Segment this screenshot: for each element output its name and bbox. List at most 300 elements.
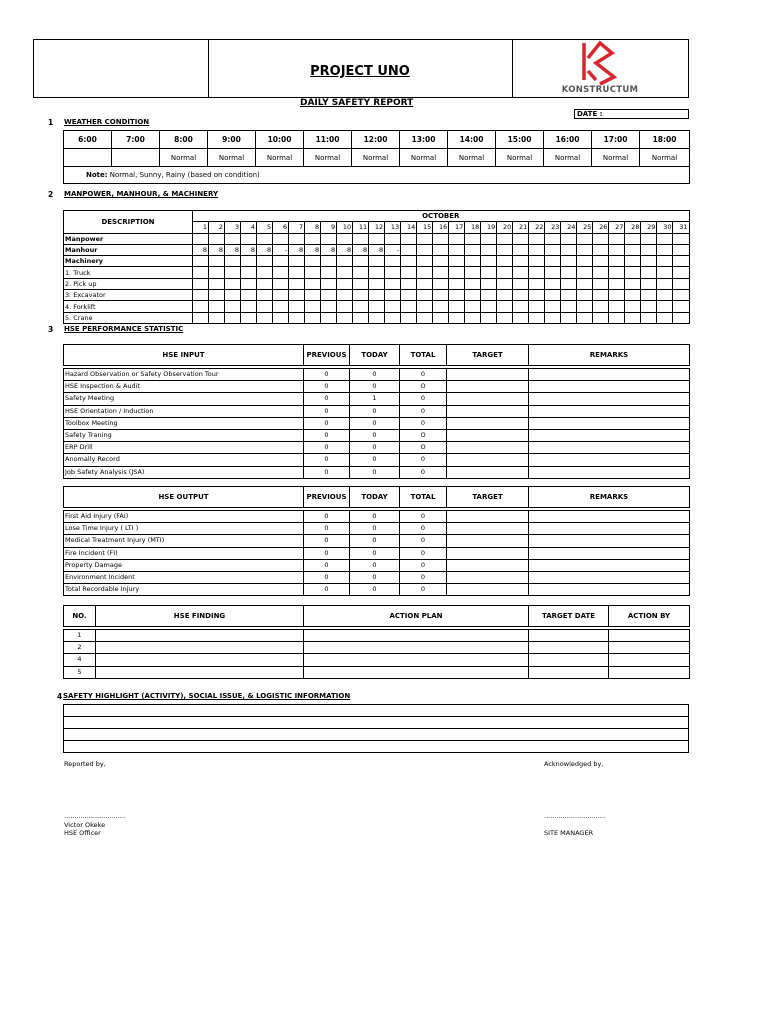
day-value-cell[interactable] [545, 267, 561, 278]
day-value-cell[interactable] [289, 256, 305, 267]
day-value-cell[interactable] [289, 301, 305, 312]
weather-condition-cell[interactable]: Normal [400, 149, 448, 167]
day-value-cell[interactable] [353, 278, 369, 289]
day-value-cell[interactable] [625, 233, 641, 244]
day-value-cell[interactable] [673, 301, 689, 312]
day-value-cell[interactable] [417, 301, 433, 312]
value-cell[interactable] [304, 630, 529, 642]
value-cell[interactable]: 0 [400, 405, 447, 417]
day-value-cell[interactable] [657, 301, 673, 312]
day-value-cell[interactable] [545, 290, 561, 301]
date-field[interactable] [574, 109, 689, 119]
value-cell[interactable] [304, 666, 529, 678]
day-value-cell[interactable] [465, 290, 481, 301]
weather-condition-cell[interactable]: Normal [640, 149, 690, 167]
day-value-cell[interactable] [465, 278, 481, 289]
day-value-cell[interactable] [241, 290, 257, 301]
value-cell[interactable] [447, 429, 529, 441]
day-value-cell[interactable] [593, 256, 609, 267]
day-value-cell[interactable] [593, 267, 609, 278]
day-value-cell[interactable] [209, 233, 225, 244]
day-value-cell[interactable] [337, 301, 353, 312]
value-cell[interactable]: 0 [350, 511, 400, 523]
day-value-cell[interactable] [593, 278, 609, 289]
day-value-cell[interactable] [513, 278, 529, 289]
day-value-cell[interactable] [305, 233, 321, 244]
day-value-cell[interactable] [433, 312, 449, 323]
day-value-cell[interactable] [273, 290, 289, 301]
day-value-cell[interactable] [193, 256, 209, 267]
day-value-cell[interactable] [433, 290, 449, 301]
day-value-cell[interactable]: 8 [321, 244, 337, 255]
value-cell[interactable]: 0 [400, 547, 447, 559]
day-value-cell[interactable] [609, 244, 625, 255]
day-value-cell[interactable] [513, 290, 529, 301]
day-value-cell[interactable] [353, 301, 369, 312]
highlight-cell[interactable] [64, 717, 689, 729]
day-value-cell[interactable] [577, 256, 593, 267]
day-value-cell[interactable] [449, 244, 465, 255]
day-value-cell[interactable] [225, 312, 241, 323]
day-value-cell[interactable] [545, 256, 561, 267]
day-value-cell[interactable] [657, 267, 673, 278]
day-value-cell[interactable] [593, 233, 609, 244]
value-cell[interactable]: 0 [350, 523, 400, 535]
day-value-cell[interactable] [481, 267, 497, 278]
day-value-cell[interactable] [321, 301, 337, 312]
day-value-cell[interactable] [353, 233, 369, 244]
day-value-cell[interactable] [385, 312, 401, 323]
day-value-cell[interactable] [641, 301, 657, 312]
value-cell[interactable]: 0 [304, 369, 350, 381]
day-value-cell[interactable] [417, 290, 433, 301]
day-value-cell[interactable] [497, 290, 513, 301]
day-value-cell[interactable] [465, 301, 481, 312]
day-value-cell[interactable] [609, 290, 625, 301]
day-value-cell[interactable] [481, 290, 497, 301]
day-value-cell[interactable] [401, 267, 417, 278]
day-value-cell[interactable] [561, 244, 577, 255]
day-value-cell[interactable] [321, 233, 337, 244]
day-value-cell[interactable] [337, 256, 353, 267]
day-value-cell[interactable] [545, 312, 561, 323]
value-cell[interactable] [529, 405, 690, 417]
day-value-cell[interactable]: 8 [225, 244, 241, 255]
weather-condition-cell[interactable]: Normal [544, 149, 592, 167]
value-cell[interactable]: 0 [350, 405, 400, 417]
value-cell[interactable] [96, 654, 304, 666]
value-cell[interactable] [529, 571, 690, 583]
value-cell[interactable] [529, 454, 690, 466]
day-value-cell[interactable] [465, 256, 481, 267]
day-value-cell[interactable] [401, 278, 417, 289]
day-value-cell[interactable] [481, 301, 497, 312]
day-value-cell[interactable] [353, 256, 369, 267]
value-cell[interactable]: 0 [304, 584, 350, 596]
day-value-cell[interactable] [337, 312, 353, 323]
day-value-cell[interactable] [209, 312, 225, 323]
day-value-cell[interactable] [385, 301, 401, 312]
value-cell[interactable] [529, 559, 690, 571]
day-value-cell[interactable] [577, 312, 593, 323]
weather-condition-cell[interactable]: Normal [352, 149, 400, 167]
day-value-cell[interactable] [289, 290, 305, 301]
day-value-cell[interactable] [465, 244, 481, 255]
day-value-cell[interactable]: 8 [257, 244, 273, 255]
day-value-cell[interactable] [225, 301, 241, 312]
day-value-cell[interactable] [513, 312, 529, 323]
day-value-cell[interactable] [289, 312, 305, 323]
day-value-cell[interactable] [673, 267, 689, 278]
day-value-cell[interactable]: 8 [305, 244, 321, 255]
weather-condition-cell[interactable] [64, 149, 112, 167]
day-value-cell[interactable] [513, 301, 529, 312]
value-cell[interactable] [609, 630, 690, 642]
day-value-cell[interactable] [465, 312, 481, 323]
value-cell[interactable]: O [400, 429, 447, 441]
day-value-cell[interactable] [337, 290, 353, 301]
day-value-cell[interactable] [273, 233, 289, 244]
day-value-cell[interactable] [641, 312, 657, 323]
day-value-cell[interactable] [193, 267, 209, 278]
day-value-cell[interactable] [257, 290, 273, 301]
value-cell[interactable]: 0 [400, 511, 447, 523]
day-value-cell[interactable] [641, 256, 657, 267]
value-cell[interactable] [529, 393, 690, 405]
day-value-cell[interactable] [497, 244, 513, 255]
day-value-cell[interactable] [209, 278, 225, 289]
value-cell[interactable] [447, 547, 529, 559]
weather-condition-cell[interactable]: Normal [160, 149, 208, 167]
day-value-cell[interactable] [529, 301, 545, 312]
day-value-cell[interactable] [609, 233, 625, 244]
day-value-cell[interactable] [433, 301, 449, 312]
value-cell[interactable] [529, 417, 690, 429]
day-value-cell[interactable] [641, 244, 657, 255]
day-value-cell[interactable] [497, 312, 513, 323]
day-value-cell[interactable] [417, 244, 433, 255]
day-value-cell[interactable] [657, 290, 673, 301]
day-value-cell[interactable] [609, 256, 625, 267]
value-cell[interactable]: O [400, 381, 447, 393]
day-value-cell[interactable] [577, 267, 593, 278]
day-value-cell[interactable] [241, 278, 257, 289]
day-value-cell[interactable] [289, 233, 305, 244]
day-value-cell[interactable] [225, 267, 241, 278]
day-value-cell[interactable] [193, 301, 209, 312]
value-cell[interactable]: 0 [400, 584, 447, 596]
day-value-cell[interactable] [401, 312, 417, 323]
day-value-cell[interactable] [513, 233, 529, 244]
day-value-cell[interactable]: 8 [369, 244, 385, 255]
day-value-cell[interactable] [465, 233, 481, 244]
day-value-cell[interactable] [481, 312, 497, 323]
day-value-cell[interactable] [433, 256, 449, 267]
day-value-cell[interactable] [353, 290, 369, 301]
day-value-cell[interactable] [401, 290, 417, 301]
value-cell[interactable] [529, 429, 690, 441]
day-value-cell[interactable] [433, 267, 449, 278]
weather-condition-cell[interactable]: Normal [448, 149, 496, 167]
day-value-cell[interactable] [673, 233, 689, 244]
day-value-cell[interactable] [385, 290, 401, 301]
value-cell[interactable] [529, 642, 609, 654]
value-cell[interactable]: 0 [350, 442, 400, 454]
value-cell[interactable]: 0 [400, 393, 447, 405]
value-cell[interactable] [529, 466, 690, 478]
day-value-cell[interactable] [369, 233, 385, 244]
value-cell[interactable]: 0 [304, 571, 350, 583]
day-value-cell[interactable] [561, 256, 577, 267]
value-cell[interactable] [96, 642, 304, 654]
day-value-cell[interactable] [577, 301, 593, 312]
day-value-cell[interactable] [657, 278, 673, 289]
day-value-cell[interactable] [369, 267, 385, 278]
value-cell[interactable] [529, 381, 690, 393]
day-value-cell[interactable] [337, 267, 353, 278]
day-value-cell[interactable] [529, 233, 545, 244]
day-value-cell[interactable] [529, 290, 545, 301]
day-value-cell[interactable] [545, 301, 561, 312]
day-value-cell[interactable] [417, 256, 433, 267]
day-value-cell[interactable] [401, 256, 417, 267]
value-cell[interactable]: 1 [350, 393, 400, 405]
value-cell[interactable] [529, 511, 690, 523]
value-cell[interactable] [529, 535, 690, 547]
day-value-cell[interactable] [385, 233, 401, 244]
day-value-cell[interactable] [433, 233, 449, 244]
day-value-cell[interactable] [513, 244, 529, 255]
day-value-cell[interactable] [577, 278, 593, 289]
day-value-cell[interactable] [529, 267, 545, 278]
day-value-cell[interactable] [417, 278, 433, 289]
day-value-cell[interactable] [561, 267, 577, 278]
day-value-cell[interactable] [257, 256, 273, 267]
day-value-cell[interactable] [609, 278, 625, 289]
weather-condition-cell[interactable]: Normal [208, 149, 256, 167]
day-value-cell[interactable] [385, 267, 401, 278]
value-cell[interactable]: 0 [304, 381, 350, 393]
day-value-cell[interactable] [593, 290, 609, 301]
day-value-cell[interactable] [497, 267, 513, 278]
day-value-cell[interactable] [289, 278, 305, 289]
day-value-cell[interactable] [561, 233, 577, 244]
value-cell[interactable] [447, 535, 529, 547]
day-value-cell[interactable] [417, 312, 433, 323]
day-value-cell[interactable] [433, 244, 449, 255]
day-value-cell[interactable] [241, 256, 257, 267]
day-value-cell[interactable] [369, 256, 385, 267]
value-cell[interactable] [529, 654, 609, 666]
day-value-cell[interactable] [305, 256, 321, 267]
day-value-cell[interactable] [513, 256, 529, 267]
day-value-cell[interactable]: 8 [193, 244, 209, 255]
day-value-cell[interactable] [529, 256, 545, 267]
day-value-cell[interactable] [577, 244, 593, 255]
day-value-cell[interactable] [673, 312, 689, 323]
day-value-cell[interactable] [449, 267, 465, 278]
day-value-cell[interactable] [449, 233, 465, 244]
day-value-cell[interactable] [305, 301, 321, 312]
day-value-cell[interactable] [657, 233, 673, 244]
day-value-cell[interactable] [481, 233, 497, 244]
value-cell[interactable] [609, 654, 690, 666]
day-value-cell[interactable]: 8 [337, 244, 353, 255]
day-value-cell[interactable] [193, 233, 209, 244]
value-cell[interactable] [529, 630, 609, 642]
day-value-cell[interactable] [593, 312, 609, 323]
day-value-cell[interactable] [225, 278, 241, 289]
day-value-cell[interactable] [625, 244, 641, 255]
value-cell[interactable]: 0 [350, 417, 400, 429]
value-cell[interactable]: 0 [350, 381, 400, 393]
day-value-cell[interactable] [673, 278, 689, 289]
day-value-cell[interactable] [625, 312, 641, 323]
day-value-cell[interactable] [193, 290, 209, 301]
day-value-cell[interactable] [545, 278, 561, 289]
value-cell[interactable]: 0 [350, 454, 400, 466]
highlight-cell[interactable] [64, 741, 689, 753]
value-cell[interactable] [529, 369, 690, 381]
day-value-cell[interactable] [257, 312, 273, 323]
day-value-cell[interactable] [273, 301, 289, 312]
value-cell[interactable]: 0 [350, 571, 400, 583]
value-cell[interactable]: 0 [304, 559, 350, 571]
day-value-cell[interactable] [305, 267, 321, 278]
value-cell[interactable] [447, 369, 529, 381]
day-value-cell[interactable] [673, 290, 689, 301]
day-value-cell[interactable] [241, 267, 257, 278]
value-cell[interactable] [529, 666, 609, 678]
value-cell[interactable] [529, 523, 690, 535]
value-cell[interactable]: 0 [350, 584, 400, 596]
day-value-cell[interactable] [209, 290, 225, 301]
day-value-cell[interactable] [369, 312, 385, 323]
day-value-cell[interactable] [561, 312, 577, 323]
day-value-cell[interactable] [577, 290, 593, 301]
day-value-cell[interactable] [609, 312, 625, 323]
day-value-cell[interactable] [641, 278, 657, 289]
day-value-cell[interactable] [289, 267, 305, 278]
day-value-cell[interactable] [593, 301, 609, 312]
day-value-cell[interactable] [673, 244, 689, 255]
day-value-cell[interactable] [481, 256, 497, 267]
day-value-cell[interactable] [353, 267, 369, 278]
day-value-cell[interactable] [257, 278, 273, 289]
value-cell[interactable]: 0 [350, 369, 400, 381]
value-cell[interactable] [609, 666, 690, 678]
day-value-cell[interactable] [321, 267, 337, 278]
value-cell[interactable]: 0 [400, 559, 447, 571]
day-value-cell[interactable] [497, 278, 513, 289]
day-value-cell[interactable] [625, 278, 641, 289]
day-value-cell[interactable] [369, 278, 385, 289]
day-value-cell[interactable] [657, 244, 673, 255]
day-value-cell[interactable] [321, 278, 337, 289]
day-value-cell[interactable] [449, 278, 465, 289]
day-value-cell[interactable]: 8 [209, 244, 225, 255]
value-cell[interactable]: 0 [304, 442, 350, 454]
day-value-cell[interactable] [385, 278, 401, 289]
value-cell[interactable]: 0 [304, 454, 350, 466]
value-cell[interactable] [529, 442, 690, 454]
value-cell[interactable]: 0 [400, 523, 447, 535]
day-value-cell[interactable] [369, 290, 385, 301]
day-value-cell[interactable] [465, 267, 481, 278]
value-cell[interactable] [529, 547, 690, 559]
value-cell[interactable]: 0 [304, 466, 350, 478]
day-value-cell[interactable] [577, 233, 593, 244]
day-value-cell[interactable] [641, 233, 657, 244]
day-value-cell[interactable] [273, 278, 289, 289]
day-value-cell[interactable] [257, 233, 273, 244]
value-cell[interactable]: 0 [400, 535, 447, 547]
day-value-cell[interactable] [321, 290, 337, 301]
day-value-cell[interactable] [193, 278, 209, 289]
day-value-cell[interactable] [625, 301, 641, 312]
value-cell[interactable]: 0 [400, 454, 447, 466]
value-cell[interactable] [304, 654, 529, 666]
value-cell[interactable]: 0 [304, 535, 350, 547]
day-value-cell[interactable] [209, 301, 225, 312]
day-value-cell[interactable] [417, 233, 433, 244]
value-cell[interactable] [529, 584, 690, 596]
day-value-cell[interactable] [273, 256, 289, 267]
day-value-cell[interactable] [625, 256, 641, 267]
day-value-cell[interactable] [353, 312, 369, 323]
day-value-cell[interactable] [529, 244, 545, 255]
day-value-cell[interactable] [513, 267, 529, 278]
value-cell[interactable] [96, 630, 304, 642]
value-cell[interactable]: 0 [304, 405, 350, 417]
day-value-cell[interactable] [305, 278, 321, 289]
value-cell[interactable]: 0 [400, 369, 447, 381]
highlight-cell[interactable] [64, 705, 689, 717]
value-cell[interactable] [447, 559, 529, 571]
weather-condition-cell[interactable]: Normal [256, 149, 304, 167]
day-value-cell[interactable] [449, 256, 465, 267]
value-cell[interactable]: 0 [304, 429, 350, 441]
day-value-cell[interactable] [609, 267, 625, 278]
day-value-cell[interactable] [545, 244, 561, 255]
day-value-cell[interactable] [449, 290, 465, 301]
day-value-cell[interactable] [609, 301, 625, 312]
value-cell[interactable] [447, 523, 529, 535]
day-value-cell[interactable]: 8 [289, 244, 305, 255]
day-value-cell[interactable] [241, 312, 257, 323]
day-value-cell[interactable] [497, 256, 513, 267]
day-value-cell[interactable] [657, 256, 673, 267]
day-value-cell[interactable] [561, 290, 577, 301]
day-value-cell[interactable] [481, 244, 497, 255]
day-value-cell[interactable] [209, 256, 225, 267]
day-value-cell[interactable] [385, 256, 401, 267]
day-value-cell[interactable] [225, 290, 241, 301]
day-value-cell[interactable] [497, 301, 513, 312]
value-cell[interactable]: 0 [350, 559, 400, 571]
day-value-cell[interactable] [673, 256, 689, 267]
value-cell[interactable] [447, 442, 529, 454]
day-value-cell[interactable] [401, 233, 417, 244]
day-value-cell[interactable] [497, 233, 513, 244]
day-value-cell[interactable] [401, 301, 417, 312]
value-cell[interactable] [447, 584, 529, 596]
day-value-cell[interactable] [241, 301, 257, 312]
value-cell[interactable]: 0 [400, 466, 447, 478]
day-value-cell[interactable] [321, 312, 337, 323]
day-value-cell[interactable]: - [385, 244, 401, 255]
day-value-cell[interactable] [225, 233, 241, 244]
